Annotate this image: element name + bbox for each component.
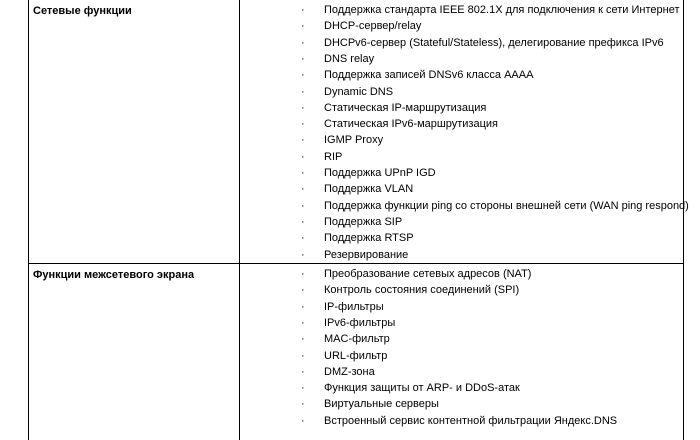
bullet-icon: · [301, 284, 305, 297]
bullet-icon: · [301, 4, 305, 16]
bullet-icon: · [301, 85, 305, 98]
bullet-icon: · [301, 365, 305, 378]
bullet-icon: · [301, 349, 305, 362]
bullet-icon: · [301, 20, 305, 33]
bullet-icon: · [301, 52, 305, 65]
bullet-icon: · [301, 316, 305, 329]
bullet-icon: · [301, 215, 305, 228]
bullet-icon: · [301, 167, 305, 179]
bullet-icon: · [301, 333, 305, 346]
bullet-icon: · [301, 248, 305, 261]
bullet-icon: · [301, 268, 305, 280]
bullet-icon: · [301, 69, 305, 82]
bullet-icon: · [301, 118, 305, 131]
bullet-icon: · [301, 150, 305, 163]
feature-list: · Преобразование сетевых адресов (NAT) · Контроль состояния соединений (SPI) · IP-фильтры · IPv6-фильтры · MAC-фильтр · URL-фильтр · DMZ-зона · Функция защиты от ARP- и DDoS-атак · Виртуальные серверы · Встроенный сервис контентной фильтрации Яндекс.DNS [301, 268, 618, 427]
bullet-icon: · [301, 134, 305, 147]
bullet-icon: · [301, 101, 305, 114]
bullet-icon: · [301, 300, 305, 313]
bullet-icon: · [301, 398, 305, 411]
bullet-icon: · [301, 36, 305, 49]
bullet-icon: · [301, 232, 305, 245]
bullet-icon: · [301, 199, 305, 212]
section-title: Сетевые функции [29, 0, 240, 263]
bullet-icon: · [301, 382, 305, 395]
feature-list: · Поддержка стандарта IEEE 802.1X для подключения к сети Интернет · DHCP-сервер/relay · DHCPv6-сервер (Stateful/Stateless), делегирование префикса IPv6 · DNS relay · Поддержка записей DNSv6 класса AAAA · Dynamic DNS · Статическая IP-маршрутизация · Статическая IPv6-маршрутизация · IGMP Proxy · RIP · Поддержка UPnP IGD · Поддержка VLAN · Поддержка функции ping со стороны внешней сети (WAN ping respond) · Поддержка SIP · Поддержка RTSP · Резервирование [301, 4, 689, 261]
section-firewall-functions [29, 264, 683, 440]
bullet-icon: · [301, 414, 305, 427]
section-title: Функции межсетевого экрана [29, 264, 240, 440]
section-network-functions [29, 0, 689, 264]
spec-table [28, 0, 689, 440]
bullet-icon: · [301, 183, 305, 196]
